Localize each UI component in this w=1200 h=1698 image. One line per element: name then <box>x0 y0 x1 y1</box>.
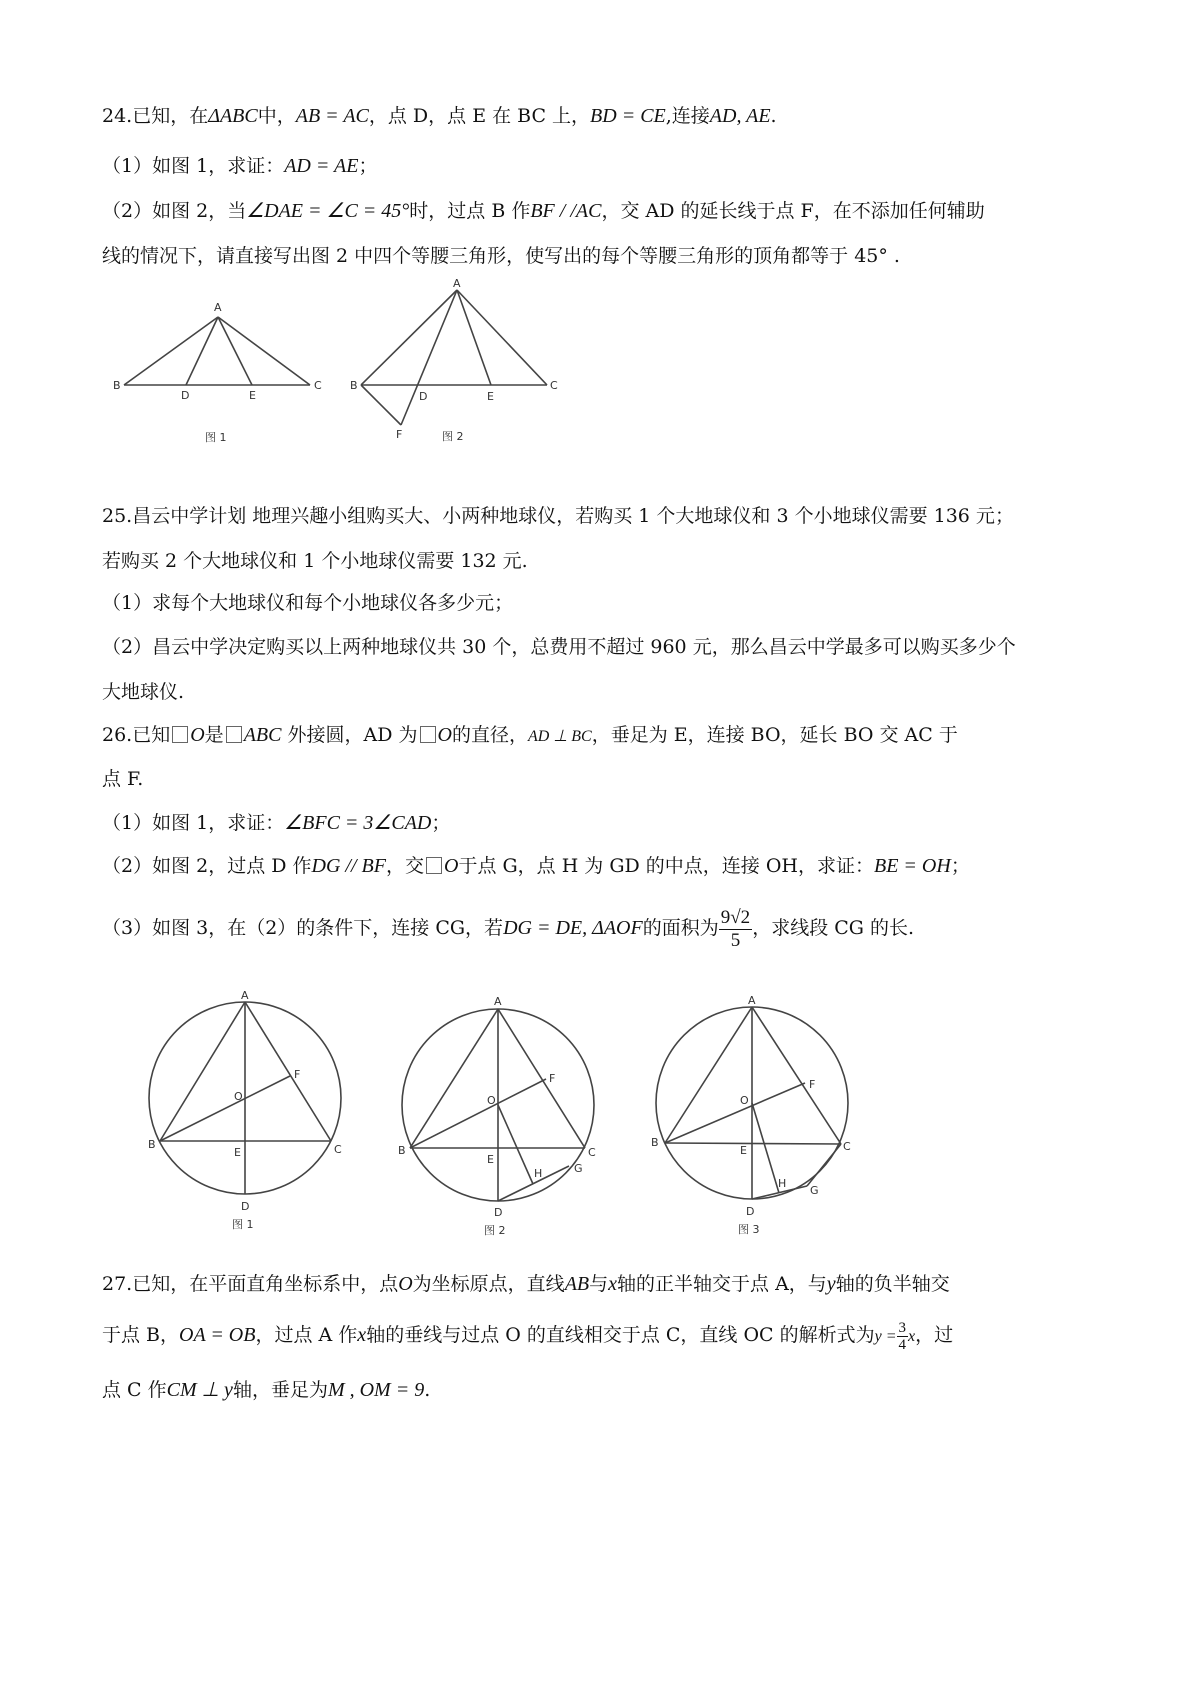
q24-figure-2 <box>345 278 575 458</box>
figure-caption: 图 1 <box>232 1218 254 1231</box>
q27-stem: 27.已知，在平面直角坐标系中，点O为坐标原点，直线AB与x轴的正半轴交于点 A，与y轴的负半轴交 <box>102 1273 950 1295</box>
q25-part2-line2: 大地球仪. <box>102 681 185 703</box>
figure-caption: 图 1 <box>205 431 227 444</box>
label-h: H <box>778 1177 787 1190</box>
q27-line3: 点 C 作CM ⊥ y轴，垂足为M , OM = 9. <box>102 1379 431 1401</box>
q26-part2: （2）如图 2，过点 D 作DG // BF，交 O于点 G，点 H 为 GD 的中点，连接 OH，求证：BE = OH； <box>102 855 970 877</box>
q25-line1: 25.昌云中学计划 地理兴趣小组购买大、小两种地球仪，若购买 1 个大地球仪和 3 个小地球仪需要 136 元； <box>102 505 1014 527</box>
label-g: G <box>574 1162 583 1175</box>
label-h: H <box>534 1167 543 1180</box>
label-c: C <box>550 379 558 392</box>
missing-glyph-icon <box>226 726 242 743</box>
label-e: E <box>740 1144 747 1157</box>
label-c: C <box>588 1146 596 1159</box>
q26-figure-3 <box>645 990 865 1240</box>
q24-figure-1 <box>110 295 340 455</box>
label-b: B <box>113 379 121 392</box>
area-fraction: $\frac{9√2}{5}$ <box>720 906 751 951</box>
label-c: C <box>843 1140 851 1153</box>
label-f: F <box>396 428 403 441</box>
label-e: E <box>249 389 256 402</box>
label-o: O <box>234 1090 243 1103</box>
figure-caption: 图 2 <box>484 1224 506 1237</box>
label-b: B <box>148 1138 156 1151</box>
label-e: E <box>487 1153 494 1166</box>
q26-part3: （3）如图 3，在（2）的条件下，连接 CG，若DG = DE, ΔAOF的面积为 $\frac{9√2}{5}$ ，求线段 CG 的长. <box>102 906 915 951</box>
label-o: O <box>487 1094 496 1107</box>
label-e: E <box>234 1146 241 1159</box>
label-a: A <box>748 994 756 1007</box>
q26-stem-line2: 点 F. <box>102 768 144 790</box>
label-d: D <box>181 389 190 402</box>
missing-glyph-icon <box>172 726 188 743</box>
label-c: C <box>334 1143 342 1156</box>
q26-part1: （1）如图 1，求证：∠BFC = 3∠CAD； <box>102 812 451 834</box>
slope-fraction: $\frac{3}{4}$ <box>898 1319 907 1353</box>
q26-figure-2 <box>392 990 612 1240</box>
figure-caption: 图 2 <box>442 430 464 443</box>
label-b: B <box>398 1144 406 1157</box>
q24-part1: （1）如图 1，求证：AD = AE； <box>102 155 378 177</box>
missing-glyph-icon <box>426 857 442 874</box>
label-a: A <box>453 278 461 290</box>
label-a: A <box>214 301 222 314</box>
label-g: G <box>810 1184 819 1197</box>
label-f: F <box>294 1068 301 1081</box>
label-o: O <box>740 1094 749 1107</box>
label-d: D <box>241 1200 250 1213</box>
label-d: D <box>746 1205 755 1218</box>
q24-part2: （2）如图 2，当∠DAE = ∠C = 45°时，过点 B 作BF / /AC，交 AD 的延长线于点 F，在不添加任何辅助 <box>102 200 985 222</box>
q25-line2: 若购买 2 个大地球仪和 1 个小地球仪需要 132 元. <box>102 550 528 572</box>
q25-part2: （2）昌云中学决定购买以上两种地球仪共 30 个，总费用不超过 960 元，那么昌云中学最多可以购买多少个 <box>102 636 1016 658</box>
label-d: D <box>419 390 428 403</box>
label-f: F <box>549 1072 556 1085</box>
label-a: A <box>494 995 502 1008</box>
label-c: C <box>314 379 322 392</box>
label-f: F <box>809 1078 816 1091</box>
q24-part2-line2: 线的情况下，请直接写出图 2 中四个等腰三角形，使写出的每个等腰三角形的顶角都等于 45° . <box>102 245 900 267</box>
q26-stem: 26.已知 O是 ABC 外接圆，AD 为 O的直径，AD ⊥ BC，垂足为 E，连接 BO，延长 BO 交 AC 于 <box>102 724 958 746</box>
label-a: A <box>241 989 249 1002</box>
q25-part1: （1）求每个大地球仪和每个小地球仪各多少元； <box>102 592 514 614</box>
label-d: D <box>494 1206 503 1219</box>
q24-stem: 24.已知，在ΔABC中，AB = AC，点 D，点 E 在 BC 上，BD = CE,连接AD, AE. <box>102 105 777 127</box>
missing-glyph-icon <box>420 726 436 743</box>
label-b: B <box>350 379 358 392</box>
label-e: E <box>487 390 494 403</box>
figure-caption: 图 3 <box>738 1223 760 1236</box>
label-b: B <box>651 1136 659 1149</box>
q27-line2: 于点 B，OA = OB，过点 A 作x轴的垂线与过点 O 的直线相交于点 C，直线 OC 的解析式为y = $\frac{3}{4}$ x，过 <box>102 1319 954 1353</box>
q26-figure-1 <box>140 988 350 1238</box>
